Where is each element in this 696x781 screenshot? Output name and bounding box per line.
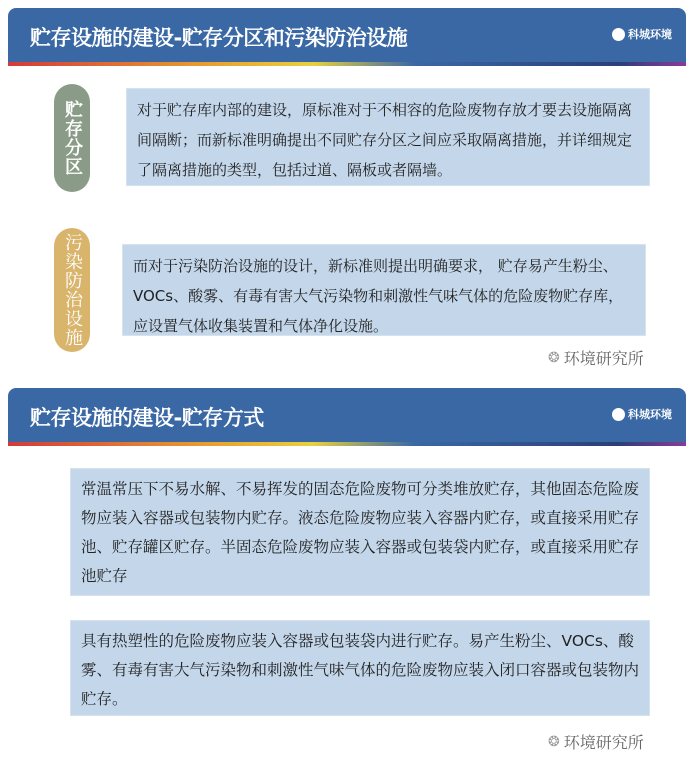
watermark (548, 346, 644, 369)
brand-logo (612, 26, 672, 42)
label-pill-storage-zone: 贮存分区 (54, 84, 90, 192)
gradient-divider (8, 442, 686, 446)
watermark (548, 730, 644, 753)
panel1-title: 贮存设施的建设-贮存分区和污染防治设施 (30, 26, 408, 50)
logo-icon (612, 408, 625, 421)
label-pill-pollution-control: 污染防治设施 (54, 228, 90, 352)
logo-text: 科城环境 (628, 408, 672, 421)
wechat-icon: ❂ (548, 349, 560, 366)
panel1-header (8, 8, 686, 62)
panel2-title: 贮存设施的建设-贮存方式 (30, 406, 264, 430)
text-box-storage-method-2: 具有热塑性的危险废物应装入容器或包装袋内进行贮存。易产生粉尘、VOCs、酸雾、有毒有害大气污染物和刺激性气味气体的危险废物应装入闭口容器或包装物内贮存。 (70, 620, 650, 716)
text-box-pollution-control: 而对于污染防治设施的设计，新标准则提出明确要求， 贮存易产生粉尘、VOCs、酸雾、有毒有害大气污染物和刺激性气味气体的危险废物贮存库，应设置气体收集装置和气体净化设施。 (122, 244, 646, 336)
panel2-header (8, 388, 686, 442)
watermark-text: 环境研究所 (563, 349, 644, 368)
brand-logo (612, 406, 672, 422)
text-box-storage-zone: 对于贮存库内部的建设，原标准对于不相容的危险废物存放才要去设施隔离间隔断；而新标准明确提出不同贮存分区之间应采取隔离措施，并详细规定了隔离措施的类型，包括过道、隔板或者隔墙。 (126, 88, 650, 186)
text-box-storage-method-1: 常温常压下不易水解、不易挥发的固态危险废物可分类堆放贮存，其他固态危险废物应装入容器或包装物内贮存。液态危险废物应装入容器内贮存，或直接采用贮存池、贮存罐区贮存。半固态危险废物应装入容器或包装袋内贮存，或直接采用贮存池贮存 (70, 468, 650, 596)
wechat-icon: ❂ (548, 733, 560, 750)
logo-text: 科城环境 (628, 28, 672, 41)
gradient-divider (8, 62, 686, 66)
watermark-text: 环境研究所 (563, 733, 644, 752)
logo-icon (612, 28, 625, 41)
